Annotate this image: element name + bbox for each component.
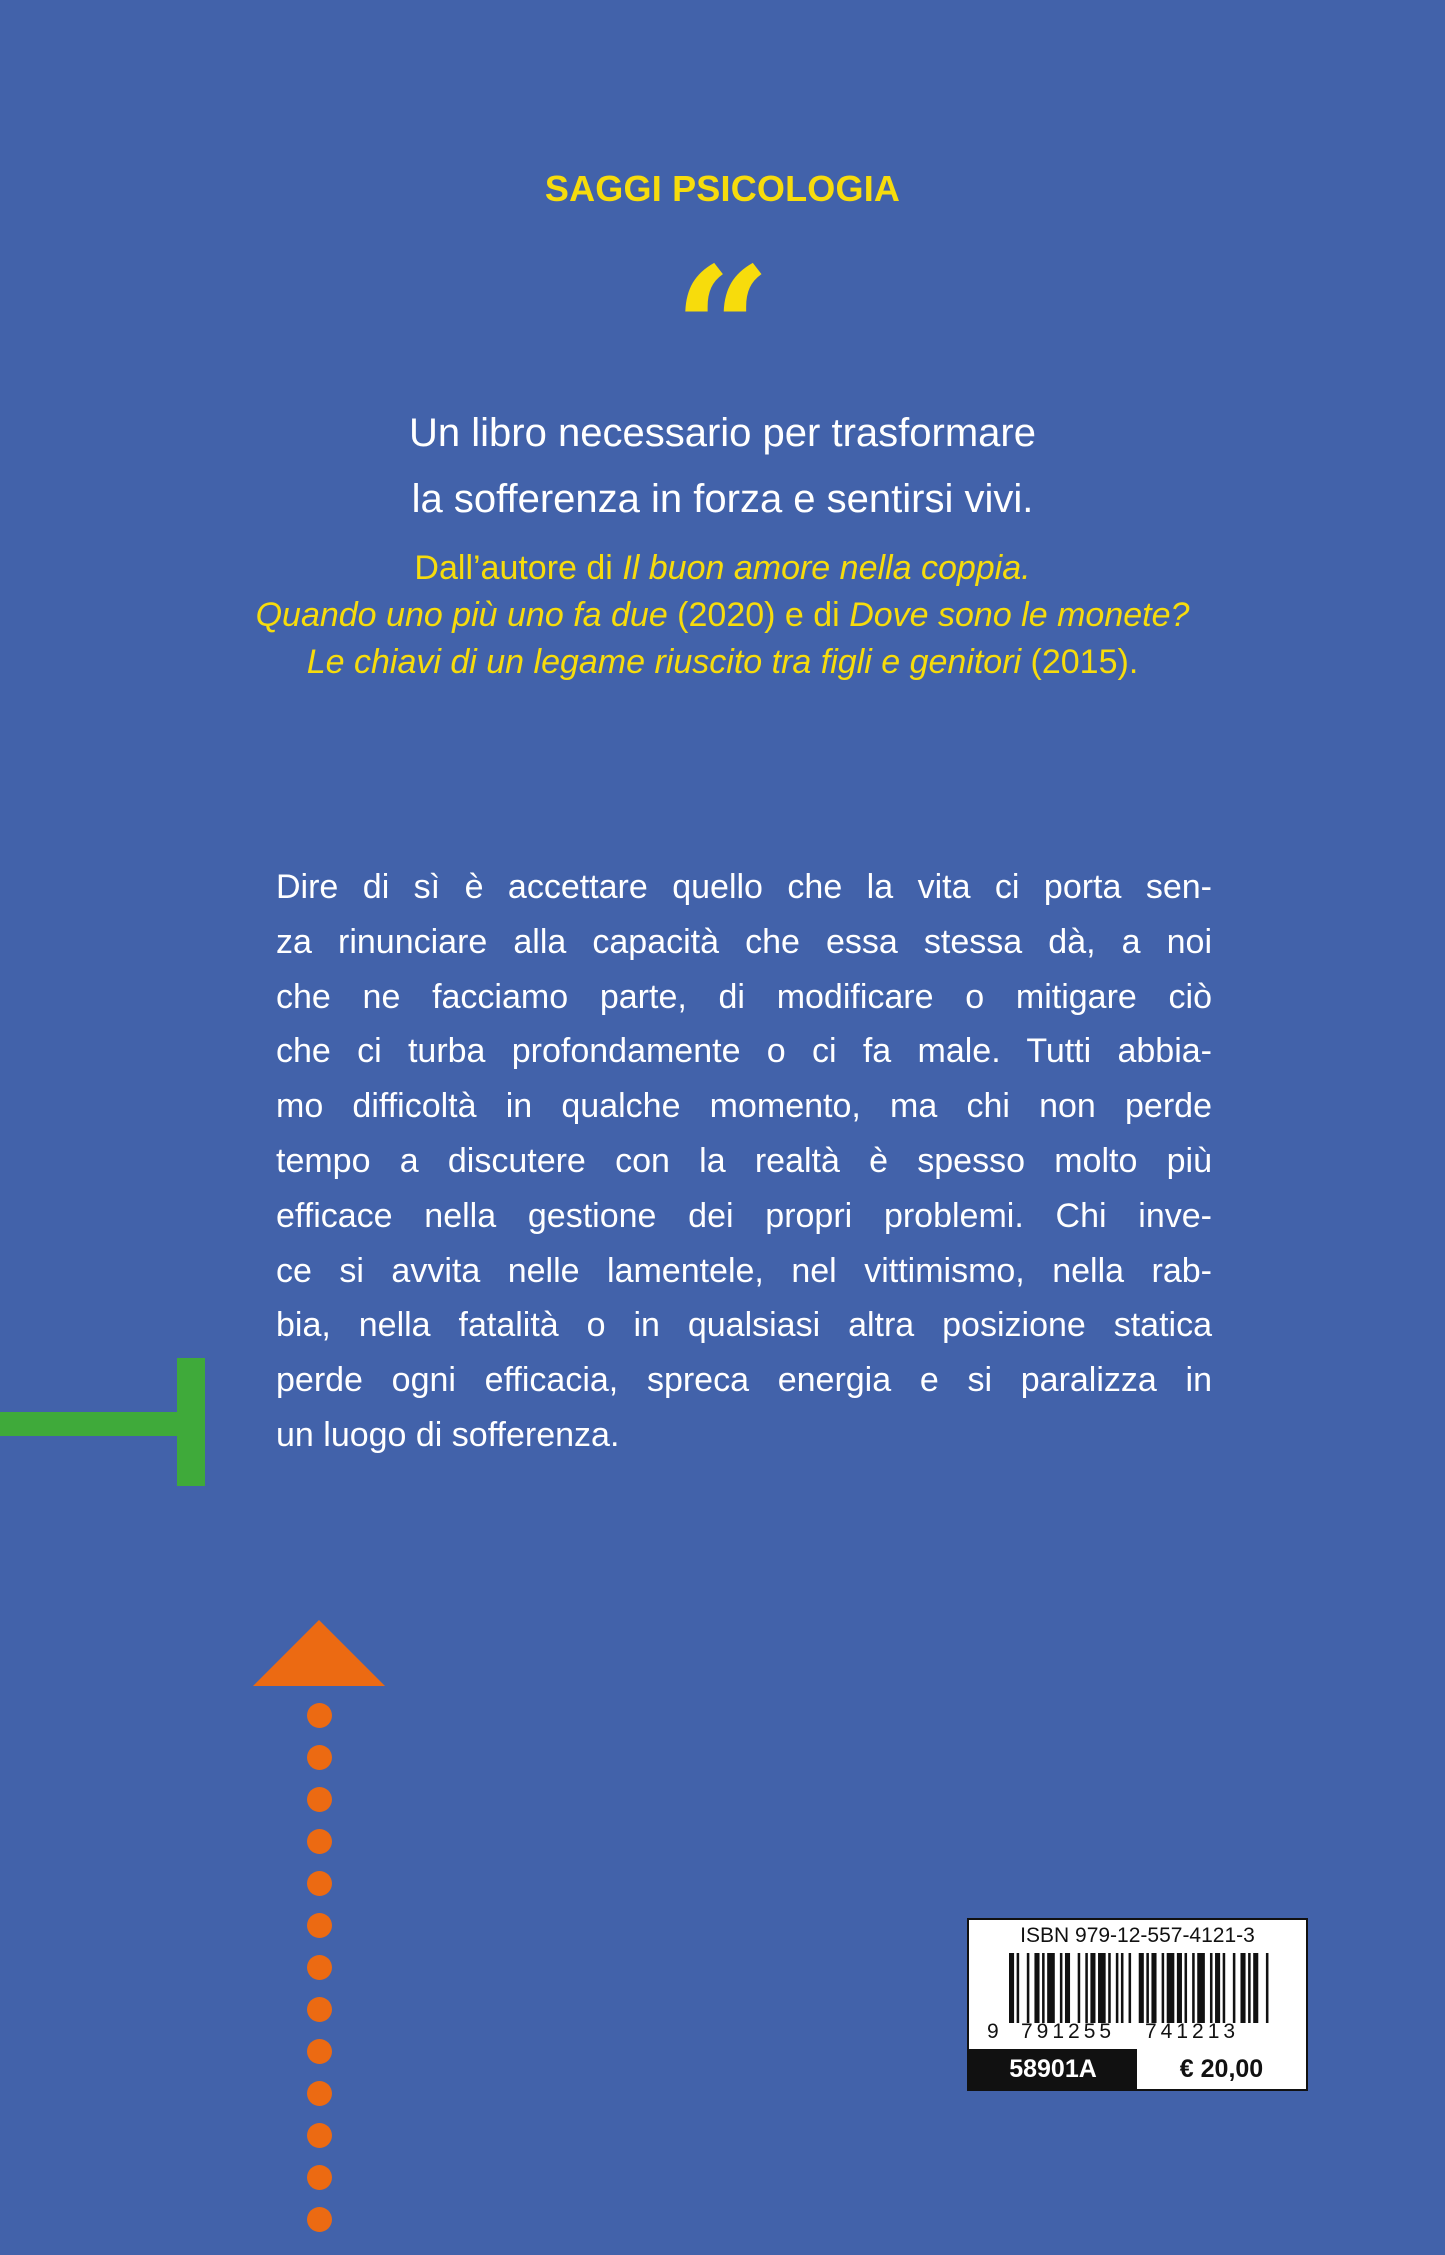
barcode-bar bbox=[1223, 1953, 1226, 2023]
barcode-bar bbox=[1129, 1953, 1132, 2023]
barcode-bar bbox=[1121, 1953, 1124, 2023]
barcode-bar bbox=[1078, 1953, 1081, 2023]
orange-arrow-up-icon bbox=[253, 1620, 385, 1686]
barcode-bar bbox=[1027, 1953, 1030, 2023]
series-label: SAGGI PSICOLOGIA bbox=[544, 168, 901, 209]
book-title-2: Dove sono le monete? bbox=[849, 596, 1190, 634]
green-bracket-vertical bbox=[177, 1358, 205, 1486]
barcode-bars bbox=[1009, 1953, 1271, 2023]
author-note-text: (2015). bbox=[1021, 643, 1139, 681]
blurb-line: za rinunciare alla capacità che essa stessa dà, a noi bbox=[276, 922, 1212, 961]
tagline-line-2: la sofferenza in forza e sentirsi vivi. bbox=[411, 477, 1034, 521]
barcode-bar bbox=[1047, 1953, 1055, 2023]
barcode-bar bbox=[1009, 1953, 1014, 2023]
barcode-bar bbox=[1146, 1953, 1149, 2023]
barcode-bar bbox=[1065, 1953, 1070, 2023]
barcode-bar bbox=[1060, 1953, 1063, 2023]
orange-dot bbox=[307, 1703, 332, 1728]
barcode-bar bbox=[1167, 1953, 1175, 2023]
barcode-bar bbox=[1192, 1953, 1195, 2023]
orange-dot bbox=[307, 1913, 332, 1938]
price-row bbox=[969, 2049, 1306, 2089]
blurb-line: perde ogni efficacia, spreca energia e si paralizza in bbox=[276, 1361, 1212, 1400]
orange-dot bbox=[307, 1787, 332, 1812]
blurb-line: un luogo di sofferenza. bbox=[276, 1415, 620, 1454]
tagline-line-1: Un libro necessario per trasformare bbox=[409, 411, 1036, 455]
isbn-text: ISBN 979-12-557-4121-3 bbox=[1020, 1924, 1255, 1947]
barcode-bar bbox=[1197, 1953, 1205, 2023]
barcode-digit-first: 9 bbox=[987, 2020, 1000, 2043]
barcode-bar bbox=[1042, 1953, 1045, 2023]
barcode-digits-left: 791255 bbox=[1021, 2020, 1116, 2043]
book-subtitle-1: Quando uno più uno fa due bbox=[255, 596, 668, 634]
book-title-1: Il buon amore nella coppia. bbox=[622, 549, 1031, 587]
orange-dot bbox=[307, 1997, 332, 2022]
blurb-line: che ne facciamo parte, di modificare o mitigare ciò bbox=[276, 977, 1212, 1016]
barcode-bar bbox=[1177, 1953, 1182, 2023]
orange-dot bbox=[307, 1829, 332, 1854]
barcode-bar bbox=[1233, 1953, 1236, 2023]
orange-dot bbox=[307, 2081, 332, 2106]
product-code: 58901A bbox=[969, 2049, 1137, 2089]
author-note-line-1 bbox=[0, 545, 1445, 592]
author-note-line-2 bbox=[0, 592, 1445, 639]
orange-dotted-line bbox=[307, 1703, 333, 2249]
orange-dot bbox=[307, 1871, 332, 1896]
blurb-line: mo difficoltà in qualche momento, ma chi non perde bbox=[276, 1087, 1212, 1126]
blurb-line: che ci turba profondamente o ci fa male. Tutti abbia- bbox=[276, 1032, 1212, 1071]
barcode-bar bbox=[1185, 1953, 1188, 2023]
orange-dot bbox=[307, 2165, 332, 2190]
blurb-text bbox=[276, 860, 1212, 1463]
blurb-line: Dire di sì è accettare quello che la vita ci porta sen- bbox=[276, 868, 1212, 906]
green-bracket-horizontal bbox=[0, 1412, 205, 1436]
barcode-bar bbox=[1017, 1953, 1020, 2023]
orange-dot bbox=[307, 2123, 332, 2148]
barcode-bar bbox=[1215, 1953, 1220, 2023]
price: € 20,00 bbox=[1137, 2049, 1306, 2089]
barcode-bar bbox=[1098, 1953, 1106, 2023]
barcode-bar bbox=[1090, 1953, 1095, 2023]
barcode-bar bbox=[1240, 1953, 1245, 2023]
author-note bbox=[0, 545, 1445, 686]
barcode-bar bbox=[1151, 1953, 1156, 2023]
tagline bbox=[0, 400, 1445, 532]
barcode-bar bbox=[1210, 1953, 1213, 2023]
blurb-line: ce si avvita nelle lamentele, nel vittimismo, nella rab- bbox=[276, 1251, 1212, 1290]
orange-dot bbox=[307, 1745, 332, 1770]
barcode-label bbox=[967, 1918, 1308, 2091]
barcode-bar bbox=[1266, 1953, 1269, 2023]
orange-dot bbox=[307, 2039, 332, 2064]
blurb-line: bia, nella fatalità o in qualsiasi altra posizione statica bbox=[276, 1306, 1212, 1345]
barcode-bar bbox=[1162, 1953, 1165, 2023]
barcode-bar bbox=[1116, 1953, 1119, 2023]
author-note-text: (2020) e di bbox=[667, 596, 850, 634]
barcode-bar bbox=[1253, 1953, 1258, 2023]
barcode-bar bbox=[1034, 1953, 1039, 2023]
author-note-line-3 bbox=[0, 639, 1445, 686]
barcode-bar bbox=[1108, 1953, 1111, 2023]
orange-dot bbox=[307, 2207, 332, 2232]
author-note-text: Dall’autore di bbox=[414, 549, 623, 587]
blurb-line: tempo a discutere con la realtà è spesso molto più bbox=[276, 1141, 1212, 1180]
orange-dot bbox=[307, 1955, 332, 1980]
book-subtitle-2: Le chiavi di un legame riuscito tra figli e genitori bbox=[306, 643, 1022, 681]
blurb-line: efficace nella gestione dei propri problemi. Chi inve- bbox=[276, 1196, 1212, 1235]
barcode-digits-right: 741213 bbox=[1145, 2020, 1240, 2043]
quote-mark-icon: “ bbox=[673, 230, 772, 430]
barcode-bar bbox=[1085, 1953, 1088, 2023]
barcode-bar bbox=[1139, 1953, 1144, 2023]
barcode-bar bbox=[1248, 1953, 1251, 2023]
